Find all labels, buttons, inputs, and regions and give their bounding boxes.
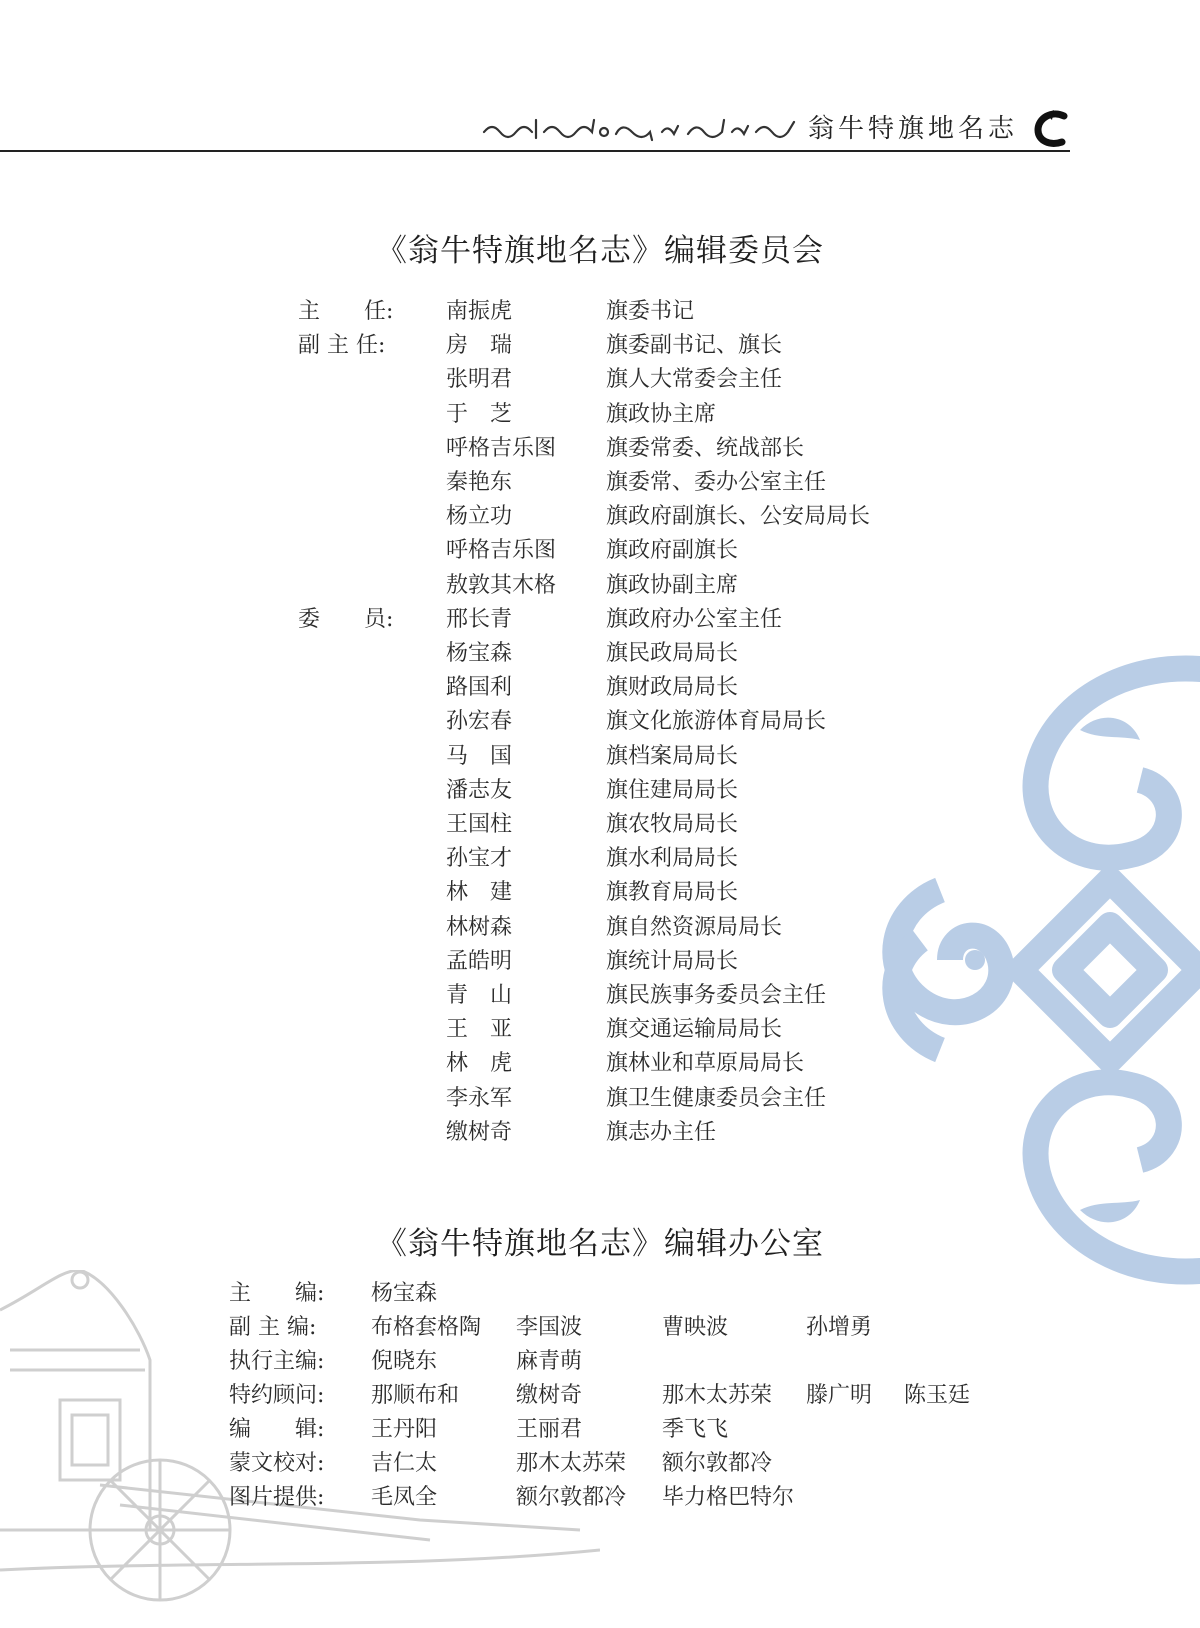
committee-name: 缴树奇 [446,1119,513,1145]
office-heading: 《翁牛特旗地名志》编辑办公室 [376,1226,824,1262]
committee-role: 主 任: [298,299,394,324]
committee-title: 旗农牧局局长 [606,812,739,837]
book-mark-logo-icon [1032,108,1072,148]
header-divider [0,150,1070,152]
office-member-name: 滕广明 [806,1383,873,1408]
committee-title: 旗志办主任 [606,1119,717,1145]
committee-title: 旗委书记 [606,299,695,324]
committee-name: 邢长青 [446,606,513,632]
committee-title: 旗政协副主席 [606,572,739,598]
committee-title: 旗住建局局长 [606,777,739,803]
office-member-name: 陈玉廷 [904,1383,971,1408]
office-role: 图片提供: [229,1485,325,1510]
office-member-name: 额尔敦都冷 [516,1485,627,1510]
mongolian-knot-ornament-icon [880,640,1200,1300]
committee-title: 旗档案局局长 [606,743,739,769]
committee-name: 路国利 [446,675,513,701]
committee-name: 房 瑞 [446,333,513,359]
office-member-name: 李国波 [516,1315,583,1340]
office-role: 蒙文校对: [229,1451,325,1476]
office-member-name: 孙增勇 [806,1315,873,1340]
committee-name: 敖敦其木格 [446,572,557,598]
committee-title: 旗水利局局长 [606,846,739,872]
office-member-name: 额尔敦都冷 [662,1451,773,1476]
committee-name: 潘志友 [446,777,513,803]
committee-title: 旗政协主席 [606,401,717,427]
committee-title: 旗文化旅游体育局局长 [606,709,827,735]
office-role: 执行主编: [229,1349,325,1374]
office-member-name: 杨宝森 [371,1281,438,1306]
committee-title: 旗林业和草原局局长 [606,1051,805,1077]
office-member-name: 毛凤全 [371,1485,438,1510]
mongolian-script-title-icon [482,112,798,146]
committee-name: 呼格吉乐图 [446,538,557,564]
committee-title: 旗卫生健康委员会主任 [606,1085,827,1111]
committee-title: 旗政府副旗长 [606,538,739,564]
committee-title: 旗自然资源局局长 [606,914,783,940]
office-role: 特约顾问: [229,1383,325,1408]
office-member-name: 那木太苏荣 [516,1451,627,1476]
office-member-name: 那木太苏荣 [662,1383,773,1408]
committee-name: 王国柱 [446,812,513,837]
office-member-name: 那顺布和 [371,1383,460,1408]
office-member-name: 布格套格陶 [371,1315,482,1340]
committee-title: 旗教育局局长 [606,880,739,906]
committee-name: 林树森 [446,914,513,940]
book-title-header: 翁牛特旗地名志 [808,114,1019,144]
committee-name: 青 山 [446,983,513,1008]
committee-name: 林 虎 [446,1051,513,1077]
committee-name: 马 国 [446,743,513,769]
office-member-name: 王丹阳 [371,1417,438,1442]
committee-title: 旗政府副旗长、公安局局长 [606,504,871,530]
committee-role: 副 主 任: [298,333,386,359]
office-member-name: 曹映波 [662,1315,729,1340]
committee-name: 杨宝森 [446,641,513,666]
committee-title: 旗民政局局长 [606,641,739,666]
committee-name: 孙宝才 [446,846,513,872]
office-role: 编 辑: [229,1417,325,1442]
office-role: 主 编: [229,1281,325,1306]
committee-title: 旗委副书记、旗长 [606,333,783,359]
office-role: 副 主 编: [229,1315,317,1340]
committee-role: 委 员: [298,606,394,632]
office-member-name: 季飞飞 [662,1417,729,1442]
office-member-name: 王丽君 [516,1417,583,1442]
office-member-name: 倪晓东 [371,1349,438,1374]
committee-name: 呼格吉乐图 [446,435,557,461]
committee-title: 旗统计局局长 [606,948,739,974]
office-member-name: 毕力格巴特尔 [662,1485,795,1510]
committee-name: 秦艳东 [446,470,513,495]
committee-name: 张明君 [446,367,513,393]
committee-name: 杨立功 [446,504,513,530]
committee-heading: 《翁牛特旗地名志》编辑委员会 [376,233,824,269]
committee-title: 旗委常、委办公室主任 [606,470,827,495]
committee-title: 旗交通运输局局长 [606,1017,783,1043]
committee-name: 李永军 [446,1085,513,1111]
committee-name: 林 建 [446,880,513,906]
committee-title: 旗财政局局长 [606,675,739,701]
committee-title: 旗民族事务委员会主任 [606,983,827,1008]
committee-title: 旗人大常委会主任 [606,367,783,393]
committee-name: 南振虎 [446,299,513,324]
committee-name: 孙宏春 [446,709,513,735]
office-member-name: 缴树奇 [516,1383,583,1408]
office-member-name: 麻青萌 [516,1349,583,1374]
committee-name: 王 亚 [446,1017,513,1043]
committee-name: 于 芝 [446,401,513,427]
office-member-name: 吉仁太 [371,1451,438,1476]
committee-name: 孟皓明 [446,948,513,974]
committee-title: 旗委常委、统战部长 [606,435,805,461]
committee-title: 旗政府办公室主任 [606,606,783,632]
